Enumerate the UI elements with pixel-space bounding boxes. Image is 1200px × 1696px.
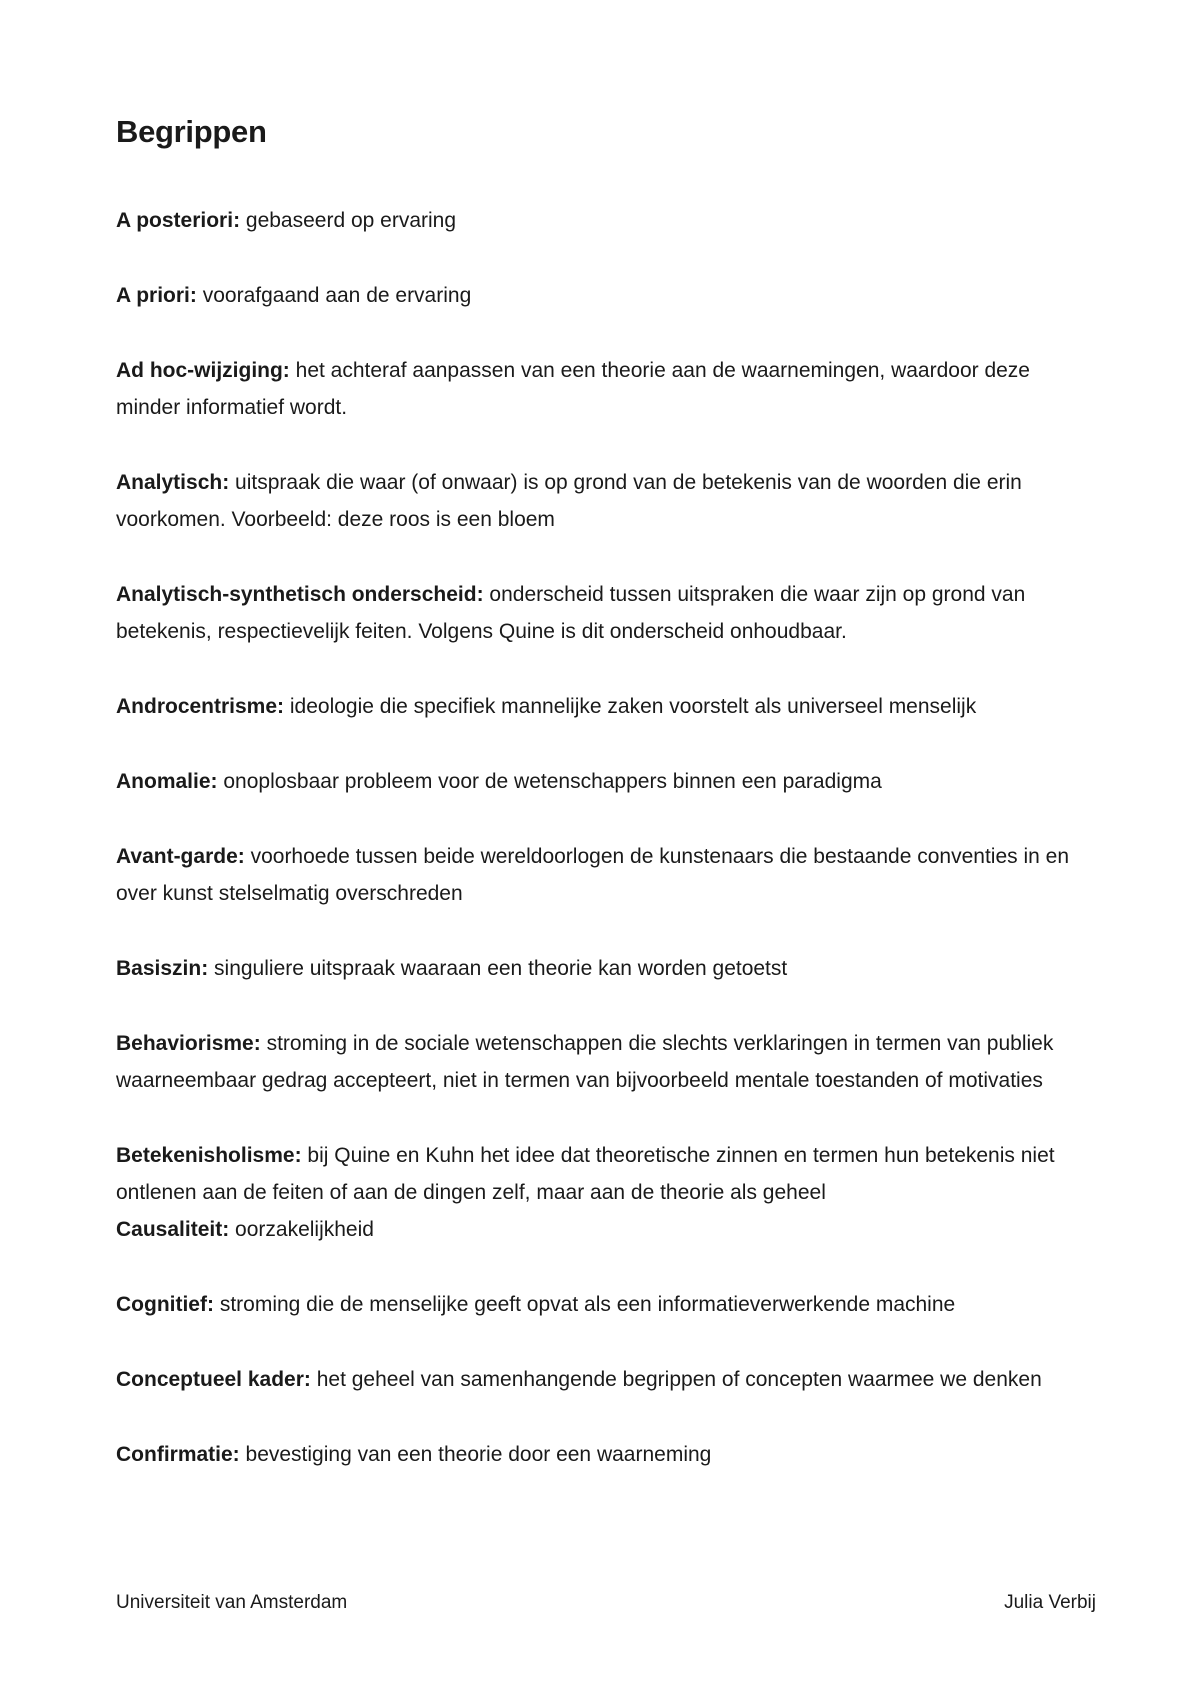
glossary-entry xyxy=(116,1137,1096,1211)
glossary-term: Causaliteit: xyxy=(116,1218,230,1241)
glossary-definition: singuliere uitspraak waaraan een theorie kan worden getoetst xyxy=(208,957,788,980)
glossary-definition: oorzakelijkheid xyxy=(229,1218,374,1241)
glossary-term: Analytisch-synthetisch onderscheid: xyxy=(116,583,484,606)
glossary-definition: uitspraak die waar (of onwaar) is op grond van de betekenis van de woorden die erin voorkomen. Voorbeeld: deze roos is een bloem xyxy=(116,471,1022,531)
glossary-entry xyxy=(116,1361,1096,1398)
glossary-term: Confirmatie: xyxy=(116,1443,240,1466)
glossary-entry xyxy=(116,1025,1096,1099)
glossary-entry xyxy=(116,950,1096,987)
glossary-definition: het geheel van samenhangende begrippen of concepten waarmee we denken xyxy=(310,1368,1042,1391)
glossary-entry xyxy=(116,352,1096,426)
glossary-entry xyxy=(116,838,1096,912)
glossary-term: Ad hoc-wijziging: xyxy=(116,359,290,382)
glossary-term: Avant-garde: xyxy=(116,845,245,868)
glossary-list xyxy=(116,202,1096,1473)
glossary-term: A priori: xyxy=(116,284,197,307)
glossary-term: A posteriori: xyxy=(116,209,241,232)
glossary-entry xyxy=(116,202,1096,239)
footer-institution: Universiteit van Amsterdam xyxy=(116,1592,348,1613)
glossary-definition: voorafgaand aan de ervaring xyxy=(196,284,472,307)
glossary-entry xyxy=(116,277,1096,314)
glossary-definition: bevestiging van een theorie door een waarneming xyxy=(239,1443,712,1466)
glossary-definition: ideologie die specifiek mannelijke zaken voorstelt als universeel menselijk xyxy=(284,695,977,718)
glossary-term: Betekenisholisme: xyxy=(116,1144,302,1167)
glossary-term: Androcentrisme: xyxy=(116,695,285,718)
glossary-term: Anomalie: xyxy=(116,770,218,793)
glossary-definition: stroming in de sociale wetenschappen die slechts verklaringen in termen van publiek waarneembaar gedrag accepteert, niet in termen van bijvoorbeeld mentale toestanden of motivaties xyxy=(116,1032,1054,1092)
glossary-term: Basiszin: xyxy=(116,957,209,980)
glossary-term: Conceptueel kader: xyxy=(116,1368,311,1391)
page-footer xyxy=(116,1592,1096,1614)
glossary-definition: onderscheid tussen uitspraken die waar zijn op grond van betekenis, respectievelijk feiten. Volgens Quine is dit onderscheid onhoudbaar. xyxy=(116,583,1026,643)
glossary-definition: onoplosbaar probleem voor de wetenschappers binnen een paradigma xyxy=(217,770,882,793)
glossary-term: Behaviorisme: xyxy=(116,1032,261,1055)
glossary-definition: het achteraf aanpassen van een theorie aan de waarnemingen, waardoor deze minder informatief wordt. xyxy=(116,359,1030,419)
glossary-entry xyxy=(116,763,1096,800)
glossary-entry xyxy=(116,1286,1096,1323)
glossary-entry xyxy=(116,688,1096,725)
glossary-entry xyxy=(116,576,1096,650)
glossary-entry xyxy=(116,1436,1096,1473)
footer-author: Julia Verbij xyxy=(1004,1592,1096,1613)
glossary-definition: bij Quine en Kuhn het idee dat theoretische zinnen en termen hun betekenis niet ontlenen aan de feiten of aan de dingen zelf, maar aan de theorie als geheel xyxy=(116,1144,1055,1204)
glossary-definition: stroming die de menselijke geeft opvat als een informatieverwerkende machine xyxy=(213,1293,956,1316)
page-title: Begrippen xyxy=(116,114,267,149)
glossary-entry xyxy=(116,1211,1096,1248)
glossary-term: Analytisch: xyxy=(116,471,230,494)
glossary-term: Cognitief: xyxy=(116,1293,214,1316)
glossary-definition: voorhoede tussen beide wereldoorlogen de kunstenaars die bestaande conventies in en over kunst stelselmatig overschreden xyxy=(116,845,1069,905)
glossary-entry xyxy=(116,464,1096,538)
glossary-definition: gebaseerd op ervaring xyxy=(240,209,457,232)
